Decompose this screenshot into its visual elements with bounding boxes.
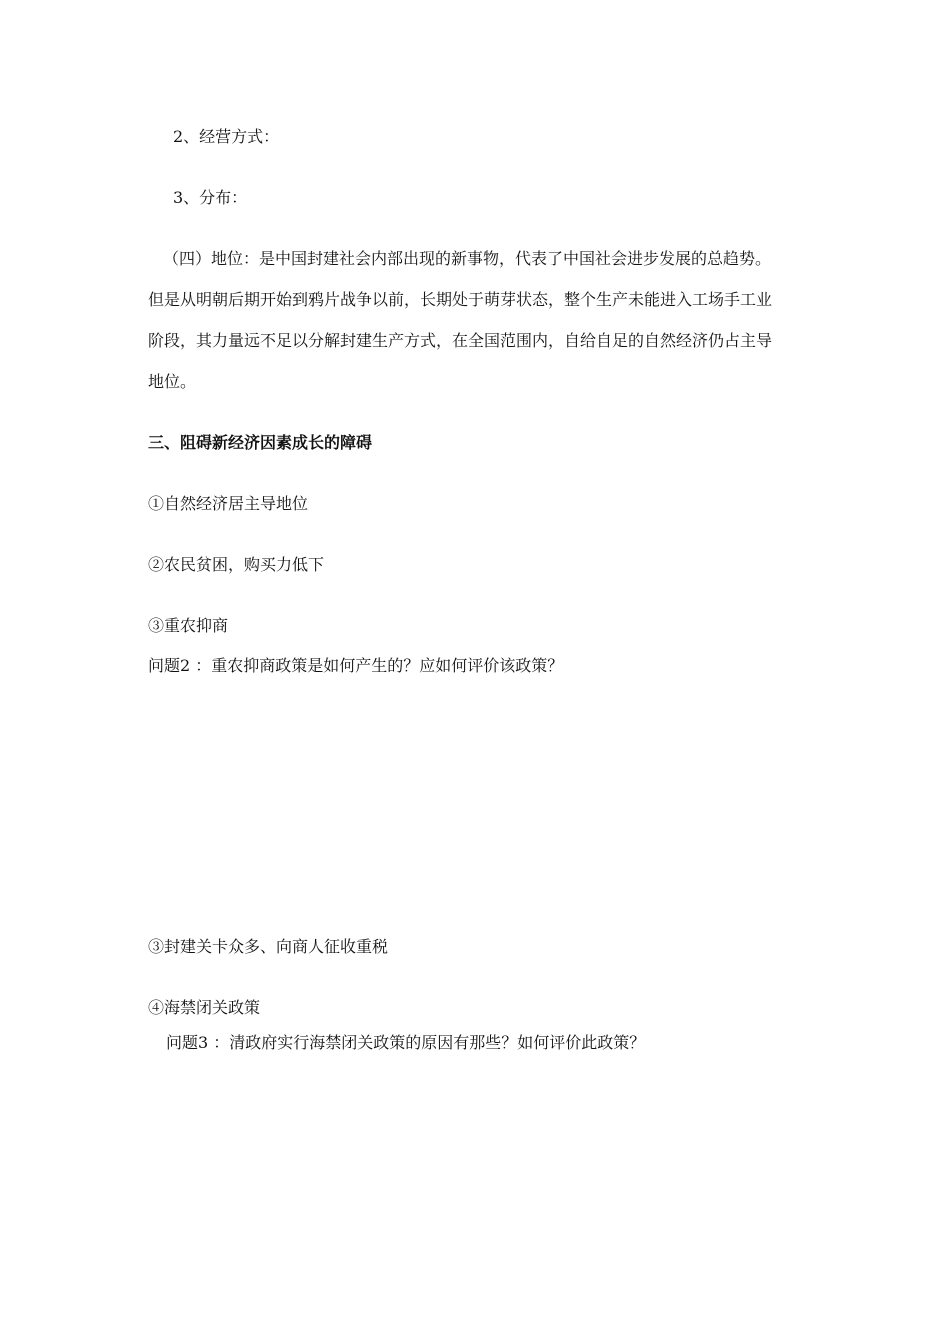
status-paragraph-line-3: 阶段，其力量远不足以分解封建生产方式，在全国范围内，自给自足的自然经济仍占主导 — [148, 331, 773, 350]
section-heading-obstacles: 三、阻碍新经济因素成长的障碍 — [148, 433, 373, 452]
status-paragraph-line-2: 但是从明朝后期开始到鸦片战争以前，长期处于萌芽状态，整个生产未能进入工场手工业 — [148, 290, 773, 309]
obstacle-item-1: ①自然经济居主导地位 — [148, 494, 309, 513]
status-paragraph-line-4: 地位。 — [148, 372, 197, 391]
question-3: 问题3 ：清政府实行海禁闭关政策的原因有那些？如何评价此政策？ — [166, 1033, 646, 1052]
obstacle-item-4: ④海禁闭关政策 — [148, 998, 261, 1017]
obstacle-item-3b: ③封建关卡众多、向商人征收重税 — [148, 937, 389, 956]
question-2: 问题2 ：重农抑商政策是如何产生的？应如何评价该政策？ — [148, 656, 564, 675]
obstacle-item-2: ②农民贫困，购买力低下 — [148, 555, 325, 574]
item-distribution: 3、分布： — [173, 188, 248, 207]
obstacle-item-3: ③重农抑商 — [148, 616, 229, 635]
status-paragraph-line-1: （四）地位：是中国封建社会内部出现的新事物，代表了中国社会进步发展的总趋势。 — [163, 249, 772, 268]
item-business-mode: 2、经营方式： — [173, 127, 280, 146]
